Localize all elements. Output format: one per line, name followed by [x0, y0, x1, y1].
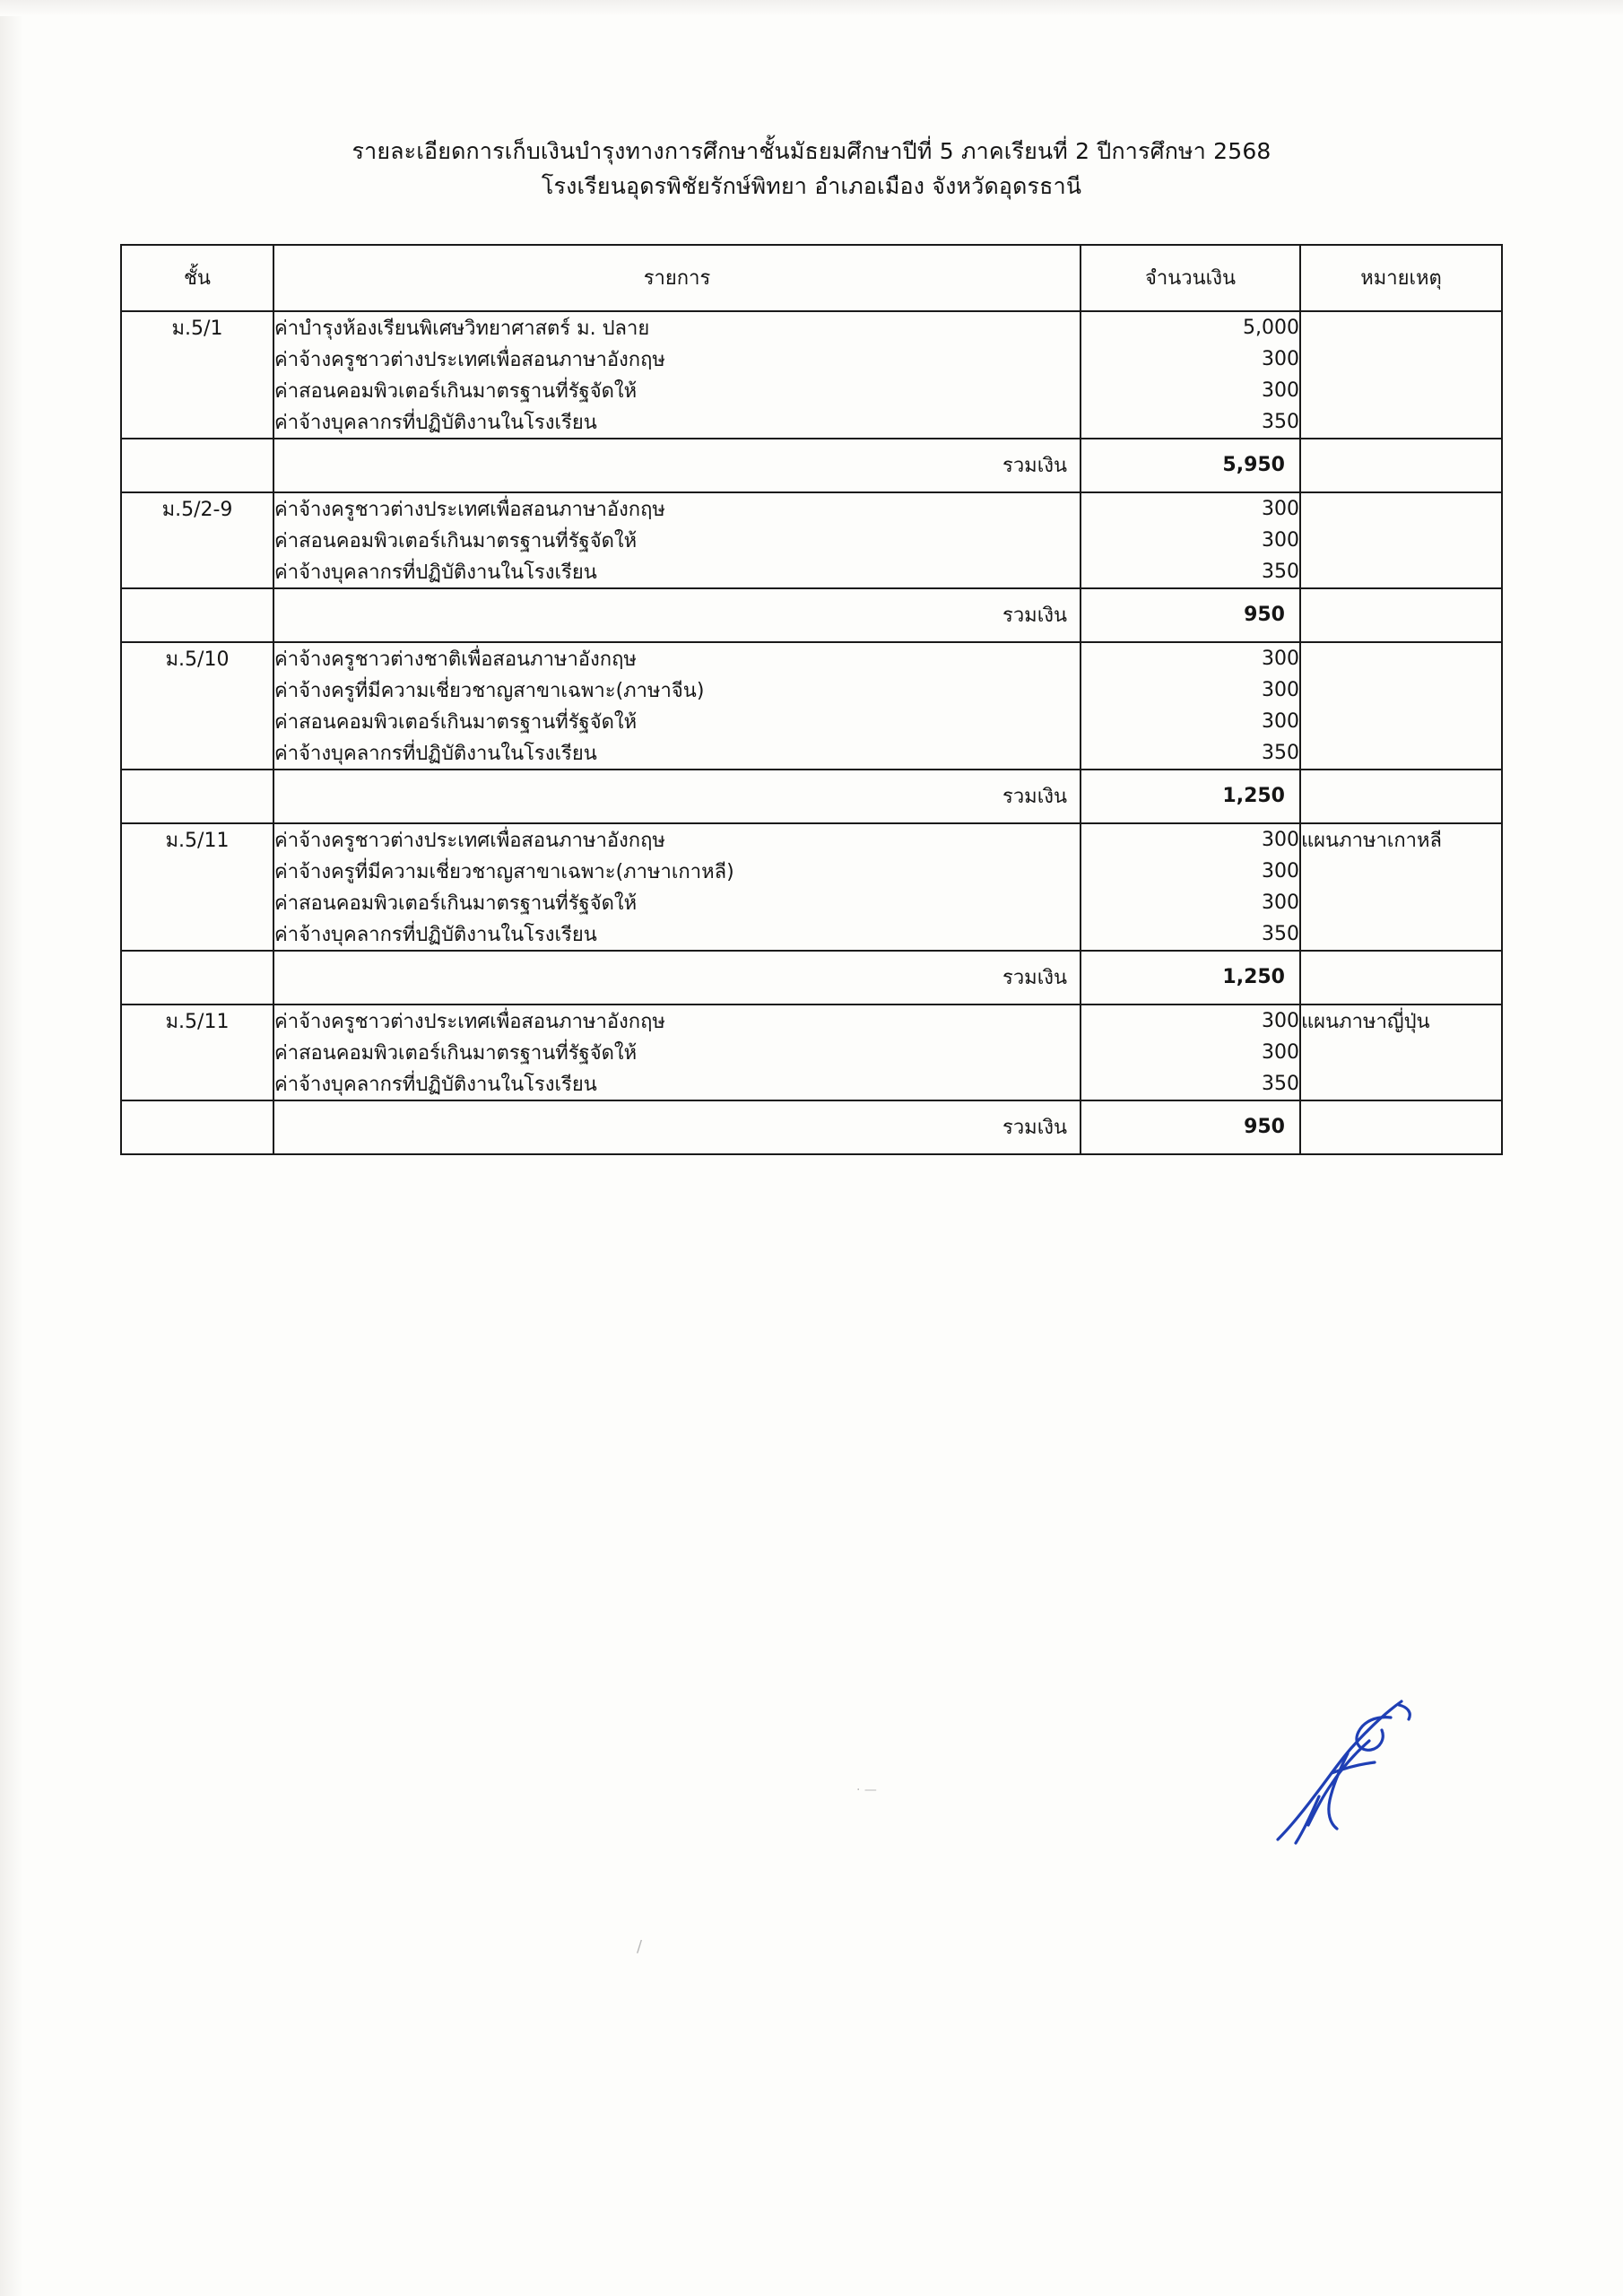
cell-amount: 350 [1081, 406, 1300, 439]
cell-item: ค่าจ้างบุคลากรที่ปฏิบัติงานในโรงเรียน [273, 556, 1081, 588]
cell-amount: 300 [1081, 887, 1300, 918]
cell-class: ม.5/1 [121, 311, 273, 344]
table-row [121, 492, 1502, 525]
scan-smudge-2: / [637, 1937, 643, 1956]
table-body [121, 311, 1502, 1154]
cell-amount: 350 [1081, 556, 1300, 588]
header-class: ชั้น [121, 245, 273, 311]
table-row [121, 823, 1502, 856]
cell-amount: 5,000 [1081, 311, 1300, 344]
cell-amount: 300 [1081, 525, 1300, 556]
cell-item: ค่าสอนคอมพิวเตอร์เกินมาตรฐานที่รัฐจัดให้ [273, 525, 1081, 556]
header-note: หมายเหตุ [1300, 245, 1502, 311]
cell-amount: 300 [1081, 856, 1300, 887]
summary-amount: 1,250 [1081, 770, 1300, 823]
table-row [121, 1037, 1502, 1068]
cell-item: ค่าจ้างครูชาวต่างประเทศเพื่อสอนภาษาอังกฤษ [273, 1004, 1081, 1037]
cell-note [1300, 344, 1502, 375]
title-line-2: โรงเรียนอุดรพิชัยรักษ์พิทยา อำเภอเมือง จังหวัดอุดรธานี [541, 172, 1082, 199]
table-row [121, 311, 1502, 344]
cell-note [1300, 406, 1502, 439]
table-row [121, 918, 1502, 951]
cell-item: ค่าจ้างครูชาวต่างประเทศเพื่อสอนภาษาอังกฤษ [273, 492, 1081, 525]
scan-edge-top [0, 0, 1623, 16]
cell-item: ค่าสอนคอมพิวเตอร์เกินมาตรฐานที่รัฐจัดให้ [273, 375, 1081, 406]
document-title [0, 135, 1623, 204]
cell-item: ค่าจ้างบุคลากรที่ปฏิบัติงานในโรงเรียน [273, 1068, 1081, 1100]
table-row [121, 856, 1502, 887]
table-summary-row [121, 588, 1502, 642]
table-row [121, 556, 1502, 588]
table-row [121, 642, 1502, 674]
header-item: รายการ [273, 245, 1081, 311]
cell-class [121, 706, 273, 737]
table-header-row [121, 245, 1502, 311]
cell-amount: 300 [1081, 1004, 1300, 1037]
cell-note-empty [1300, 1100, 1502, 1154]
summary-label: รวมเงิน [273, 770, 1081, 823]
cell-note: แผนภาษาญี่ปุ่น [1300, 1004, 1502, 1037]
cell-amount: 300 [1081, 823, 1300, 856]
summary-label: รวมเงิน [273, 1100, 1081, 1154]
cell-note-empty [1300, 951, 1502, 1004]
cell-class [121, 856, 273, 887]
cell-amount: 300 [1081, 492, 1300, 525]
cell-item: ค่าสอนคอมพิวเตอร์เกินมาตรฐานที่รัฐจัดให้ [273, 887, 1081, 918]
cell-amount: 350 [1081, 737, 1300, 770]
header-amount: จำนวนเงิน [1081, 245, 1300, 311]
table-row [121, 1004, 1502, 1037]
cell-note [1300, 1068, 1502, 1100]
cell-item: ค่าจ้างครูชาวต่างประเทศเพื่อสอนภาษาอังกฤษ [273, 823, 1081, 856]
summary-amount: 950 [1081, 1100, 1300, 1154]
cell-class: ม.5/10 [121, 642, 273, 674]
cell-class [121, 375, 273, 406]
cell-item: ค่าจ้างครูที่มีความเชี่ยวชาญสาขาเฉพาะ(ภาษาเกาหลี) [273, 856, 1081, 887]
cell-note-empty [1300, 770, 1502, 823]
table-head [121, 245, 1502, 311]
summary-amount: 950 [1081, 588, 1300, 642]
summary-amount: 5,950 [1081, 439, 1300, 492]
summary-label: รวมเงิน [273, 439, 1081, 492]
table-summary-row [121, 1100, 1502, 1154]
table-row [121, 674, 1502, 706]
cell-item: ค่าสอนคอมพิวเตอร์เกินมาตรฐานที่รัฐจัดให้ [273, 706, 1081, 737]
cell-item: ค่าสอนคอมพิวเตอร์เกินมาตรฐานที่รัฐจัดให้ [273, 1037, 1081, 1068]
cell-note [1300, 642, 1502, 674]
cell-item: ค่าจ้างครูชาวต่างชาติเพื่อสอนภาษาอังกฤษ [273, 642, 1081, 674]
cell-item: ค่าจ้างบุคลากรที่ปฏิบัติงานในโรงเรียน [273, 737, 1081, 770]
table-row [121, 887, 1502, 918]
cell-class-empty [121, 770, 273, 823]
cell-class [121, 344, 273, 375]
cell-class [121, 556, 273, 588]
cell-amount: 300 [1081, 674, 1300, 706]
cell-class [121, 737, 273, 770]
cell-class [121, 406, 273, 439]
cell-class [121, 525, 273, 556]
signature-mark [1215, 1691, 1421, 1870]
cell-class: ม.5/11 [121, 1004, 273, 1037]
table-row [121, 1068, 1502, 1100]
cell-note-empty [1300, 588, 1502, 642]
table-summary-row [121, 770, 1502, 823]
cell-note [1300, 1037, 1502, 1068]
scan-smudge-1: · — [856, 1783, 877, 1797]
cell-amount: 300 [1081, 375, 1300, 406]
cell-note [1300, 556, 1502, 588]
summary-label: รวมเงิน [273, 588, 1081, 642]
cell-note [1300, 706, 1502, 737]
cell-item: ค่าจ้างบุคลากรที่ปฏิบัติงานในโรงเรียน [273, 918, 1081, 951]
title-line-1: รายละเอียดการเก็บเงินบำรุงทางการศึกษาชั้นมัธยมศึกษาปีที่ 5 ภาคเรียนที่ 2 ปีการศึกษา 2568 [352, 138, 1271, 164]
cell-class-empty [121, 588, 273, 642]
cell-class-empty [121, 439, 273, 492]
table-row [121, 375, 1502, 406]
table-row [121, 737, 1502, 770]
table-summary-row [121, 439, 1502, 492]
cell-class-empty [121, 951, 273, 1004]
cell-class: ม.5/11 [121, 823, 273, 856]
summary-amount: 1,250 [1081, 951, 1300, 1004]
document-body [0, 135, 1623, 1155]
fee-table [120, 244, 1503, 1155]
cell-item: ค่าบำรุงห้องเรียนพิเศษวิทยาศาสตร์ ม. ปลาย [273, 311, 1081, 344]
cell-note [1300, 674, 1502, 706]
cell-note [1300, 525, 1502, 556]
cell-amount: 300 [1081, 706, 1300, 737]
cell-class-empty [121, 1100, 273, 1154]
cell-note [1300, 918, 1502, 951]
cell-amount: 350 [1081, 1068, 1300, 1100]
cell-note [1300, 311, 1502, 344]
cell-class [121, 674, 273, 706]
cell-note [1300, 737, 1502, 770]
cell-class [121, 887, 273, 918]
summary-label: รวมเงิน [273, 951, 1081, 1004]
table-row [121, 525, 1502, 556]
cell-class [121, 1068, 273, 1100]
table-row [121, 406, 1502, 439]
cell-amount: 300 [1081, 642, 1300, 674]
cell-note [1300, 887, 1502, 918]
cell-item: ค่าจ้างครูที่มีความเชี่ยวชาญสาขาเฉพาะ(ภาษาจีน) [273, 674, 1081, 706]
cell-note [1300, 492, 1502, 525]
cell-amount: 350 [1081, 918, 1300, 951]
table-row [121, 706, 1502, 737]
cell-note [1300, 856, 1502, 887]
table-row [121, 344, 1502, 375]
cell-note: แผนภาษาเกาหลี [1300, 823, 1502, 856]
cell-class: ม.5/2-9 [121, 492, 273, 525]
cell-class [121, 1037, 273, 1068]
cell-item: ค่าจ้างบุคลากรที่ปฏิบัติงานในโรงเรียน [273, 406, 1081, 439]
cell-item: ค่าจ้างครูชาวต่างประเทศเพื่อสอนภาษาอังกฤษ [273, 344, 1081, 375]
cell-note [1300, 375, 1502, 406]
cell-amount: 300 [1081, 344, 1300, 375]
cell-note-empty [1300, 439, 1502, 492]
cell-amount: 300 [1081, 1037, 1300, 1068]
cell-class [121, 918, 273, 951]
table-summary-row [121, 951, 1502, 1004]
